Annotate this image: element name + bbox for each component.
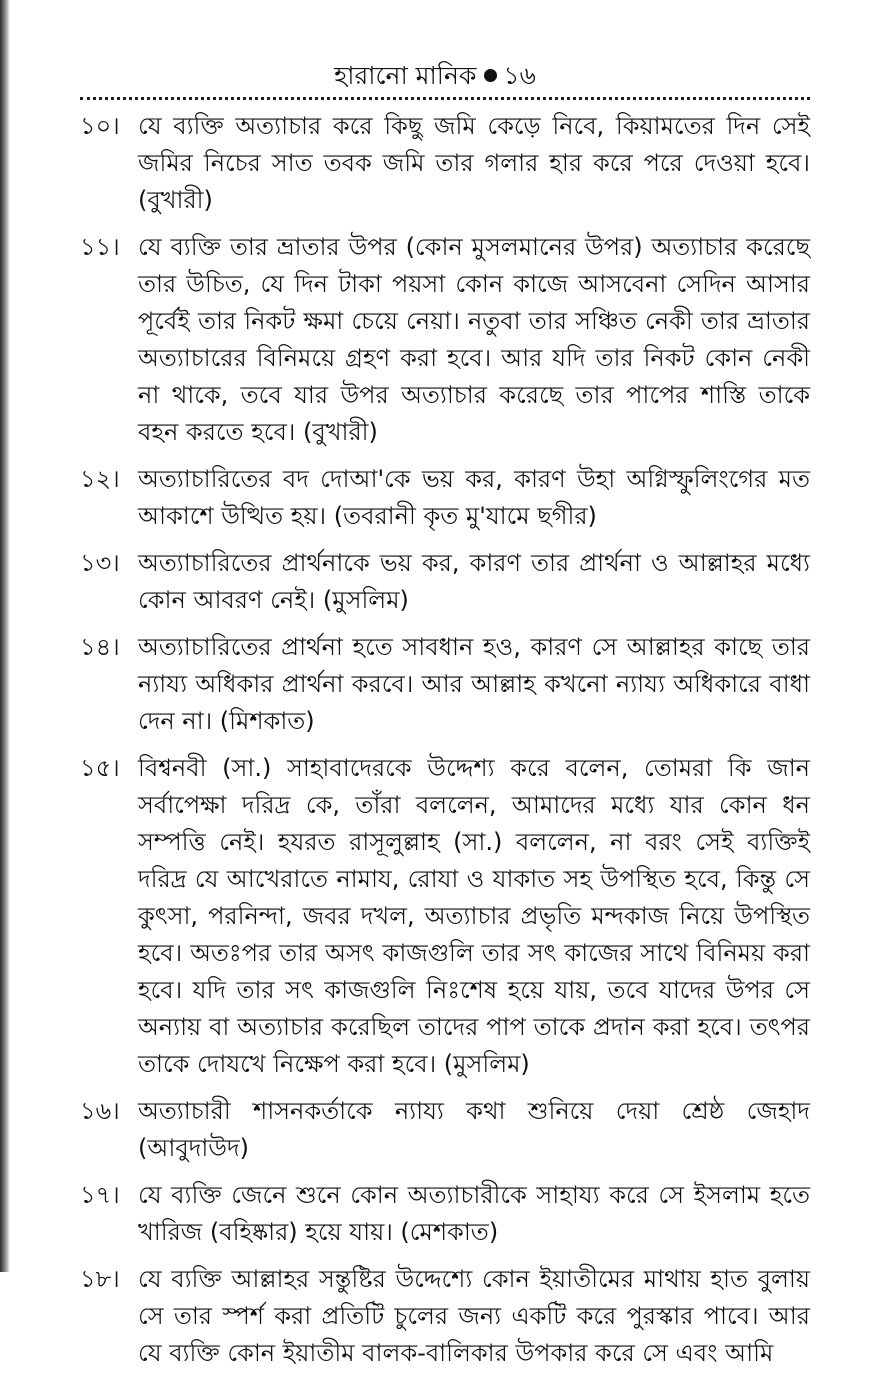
item-text: বিশ্বনবী (সা.) সাহাবাদেরকে উদ্দেশ্য করে বলেন, তোমরা কি জান সর্বাপেক্ষা দরিদ্র কে, তাঁরা বললেন, আমাদের মধ্যে যার কোন ধন সম্পত্তি নেই। হযরত রাসূলুল্লাহ (সা.) বললেন, না বরং সেই ব্যক্তিই দরিদ্র যে আখেরাতে নামায, রোযা ও যাকাত সহ উপস্থিত হবে, কিন্তু সে কুৎসা, পরনিন্দা, জবর দখল, অত্যাচার প্রভৃতি মন্দকাজ নিয়ে উপস্থিত হবে। অতঃপর তার অসৎ কাজগুলি তার সৎ কাজের সাথে বিনিময় করা হবে। যদি তার সৎ কাজগুলি নিঃশেষ হয়ে যায়, তবে যাদের উপর সে অন্যায় বা অত্যাচার করেছিল তাদের পাপ তাকে প্রদান করা হবে। তৎপর তাকে দোযখে নিক্ষেপ করা হবে। (মুসলিম) — [138, 754, 810, 1078]
list-item — [80, 461, 810, 535]
item-number: ১৪। — [80, 633, 120, 661]
list-item — [80, 545, 810, 619]
item-number: ১৩। — [80, 549, 120, 577]
item-number: ১৭। — [80, 1181, 120, 1209]
list-item — [80, 1177, 810, 1251]
item-number: ১০। — [80, 112, 120, 140]
item-text: অত্যাচারিতের প্রার্থনাকে ভয় কর, কারণ তার প্রার্থনা ও আল্লাহর মধ্যে কোন আবরণ নেই। (মুসলিম) — [138, 549, 810, 614]
item-number: ১৬। — [80, 1097, 120, 1125]
item-text: যে ব্যক্তি তার ভ্রাতার উপর (কোন মুসলমানের উপর) অত্যাচার করেছে তার উচিত, যে দিন টাকা পয়সা কোন কাজে আসবেনা সেদিন আসার পূর্বেই তার নিকট ক্ষমা চেয়ে নেয়া। নতুবা তার সঞ্চিত নেকী তার ভ্রাতার অত্যাচারের বিনিময়ে গ্রহণ করা হবে। আর যদি তার নিকট কোন নেকী না থাকে, তবে যার উপর অত্যাচার করেছে তার পাপের শাস্তি তাকে বহন করতে হবে। (বুখারী) — [138, 233, 810, 446]
item-number: ১২। — [80, 465, 120, 493]
list-item — [80, 1261, 810, 1372]
page-binding-shadow — [0, 0, 10, 1272]
item-number: ১৫। — [80, 754, 120, 782]
page-number: ১৬ — [503, 61, 536, 90]
list-item — [80, 229, 810, 451]
list-item — [80, 108, 810, 219]
item-number: ১১। — [80, 233, 120, 261]
list-item — [80, 629, 810, 740]
header-dotted-rule — [80, 97, 810, 100]
item-text: অত্যাচারিতের প্রার্থনা হতে সাবধান হও, কারণ সে আল্লাহর কাছে তার ন্যায্য অধিকার প্রার্থনা করবে। আর আল্লাহ কখনো ন্যায্য অধিকারে বাধা দেন না। (মিশকাত) — [138, 633, 810, 735]
item-text: যে ব্যক্তি অত্যাচার করে কিছু জমি কেড়ে নিবে, কিয়ামতের দিন সেই জমির নিচের সাত তবক জমি তার গলার হার করে পরে দেওয়া হবে। (বুখারী) — [138, 112, 810, 214]
item-text: অত্যাচারিতের বদ দোআ'কে ভয় কর, কারণ উহা অগ্নিস্ফুলিংগের মত আকাশে উত্থিত হয়। (তবরানী কৃত মু'যামে ছগীর) — [138, 465, 810, 530]
item-number: ১৮। — [80, 1265, 120, 1293]
list-item — [80, 750, 810, 1083]
book-title: হারানো মানিক — [334, 61, 477, 90]
item-text: যে ব্যক্তি জেনে শুনে কোন অত্যাচারীকে সাহায্য করে সে ইসলাম হতে খারিজ (বহিষ্কার) হয়ে যায়। (মেশকাত) — [138, 1181, 810, 1246]
item-text: অত্যাচারী শাসনকর্তাকে ন্যায্য কথা শুনিয়ে দেয়া শ্রেষ্ঠ জেহাদ (আবুদাউদ) — [138, 1097, 810, 1162]
running-header — [0, 56, 870, 96]
list-item — [80, 1093, 810, 1167]
item-text: যে ব্যক্তি আল্লাহর সন্তুষ্টির উদ্দেশ্যে কোন ইয়াতীমের মাথায় হাত বুলায় সে তার স্পর্শ করা প্রতিটি চুলের জন্য একটি করে পুরস্কার পাবে। আর যে ব্যক্তি কোন ইয়াতীম বালক-বালিকার উপকার করে সে এবং আমি — [138, 1265, 810, 1367]
bullet-dot-icon — [484, 69, 497, 82]
hadith-list — [80, 108, 810, 1382]
